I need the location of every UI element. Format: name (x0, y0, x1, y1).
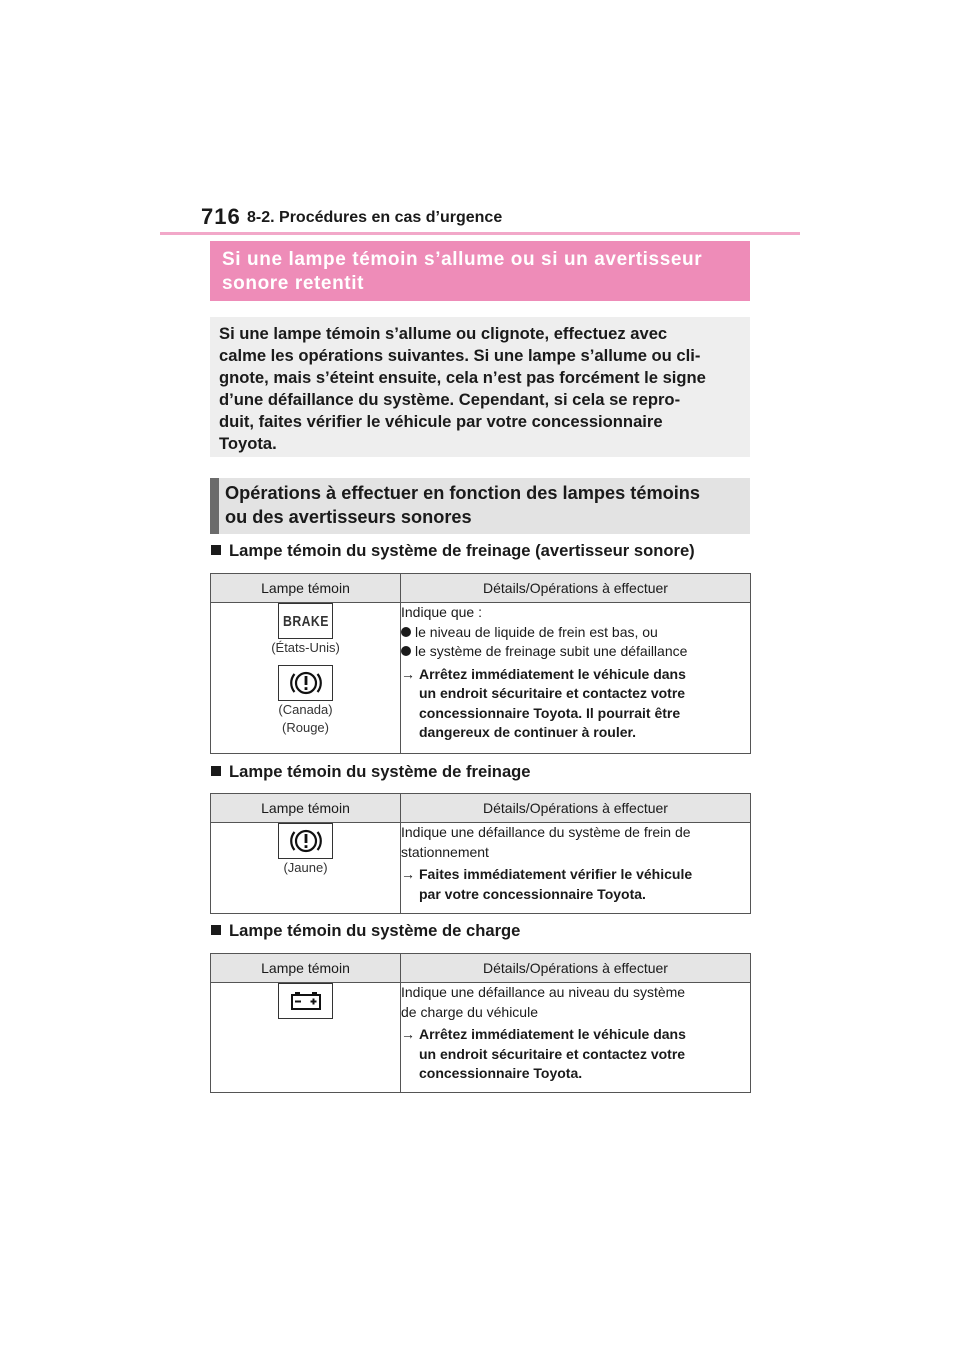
column-header-lamp: Lampe témoin (211, 574, 401, 603)
section-label: 8-2. Procédures en cas d’urgence (247, 209, 503, 226)
operations-header-line-1: Opérations à effectuer en fonction des lampes témoins (225, 483, 701, 503)
table-row (211, 983, 751, 1093)
details-cell (401, 823, 751, 914)
column-header-lamp: Lampe témoin (211, 794, 401, 823)
bullet-dot-icon (401, 646, 411, 656)
title-line-1: Si une lampe témoin s’allume ou si un avertisseur (222, 249, 703, 270)
page-number: 716 (201, 204, 241, 229)
lamp-cell (211, 823, 401, 914)
lamp-caption-color: (Rouge) (282, 720, 329, 735)
bullet-dot-icon (401, 627, 411, 637)
lamp-caption-us: (États-Unis) (271, 640, 340, 655)
section-heading-text: Lampe témoin du système de charge (229, 921, 521, 940)
section-heading-text: Lampe témoin du système de freinage (229, 762, 531, 781)
column-header-lamp: Lampe témoin (211, 954, 401, 983)
arrow-icon: → (401, 665, 415, 682)
brake-warning-icon (278, 603, 333, 639)
lamp-cell (211, 983, 401, 1093)
warning-table-brake (210, 793, 751, 914)
brake-icon-label: BRAKE (282, 612, 329, 630)
action-line: dangereux de continuer à rouler. (419, 724, 637, 740)
table-header-row (211, 574, 751, 603)
action-line: un endroit sécuritaire et contactez votre (419, 685, 686, 701)
title-line-2: sonore retentit (222, 273, 365, 294)
detail-bullet (401, 642, 750, 662)
action-line: un endroit sécuritaire et contactez votre (419, 1045, 686, 1062)
table-row (211, 603, 751, 754)
detail-line: Indique une défaillance du système de frein de (401, 824, 691, 840)
details-cell (401, 603, 751, 754)
title-banner (210, 241, 750, 301)
lamp-caption-canada: (Canada) (278, 702, 333, 717)
action-instruction (401, 865, 750, 904)
action-line: Faites immédiatement vérifier le véhicule (419, 866, 693, 882)
arrow-icon: → (401, 1026, 415, 1042)
intro-box (210, 317, 750, 457)
battery-charge-icon (278, 983, 333, 1019)
detail-bullet-text: le système de freinage subit une défaillance (415, 643, 688, 659)
detail-line: stationnement (401, 843, 489, 860)
intro-line: calme les opérations suivantes. Si une lampe s’allume ou cli- (219, 346, 701, 365)
table-row (211, 823, 751, 914)
intro-line: Si une lampe témoin s’allume ou clignote, effectuez avec (219, 324, 668, 343)
detail-line: Indique une défaillance au niveau du système (401, 984, 686, 1000)
lamp-caption-color: (Jaune) (283, 860, 328, 875)
intro-line: duit, faites vérifier le véhicule par votre concessionnaire (219, 412, 663, 431)
intro-line: gnote, mais s’éteint ensuite, cela n’est pas forcément le signe (219, 368, 706, 387)
action-line: par votre concessionnaire Toyota. (419, 885, 646, 902)
detail-bullet (401, 623, 750, 643)
column-header-details: Détails/Opérations à effectuer (401, 954, 751, 983)
arrow-icon: → (401, 866, 415, 882)
table-header-row (211, 954, 751, 983)
lamp-cell (211, 603, 401, 754)
intro-line: Toyota. (219, 434, 277, 453)
detail-bullet-text: le niveau de liquide de frein est bas, ou (415, 623, 658, 640)
action-line: concessionnaire Toyota. Il pourrait être (419, 704, 681, 721)
action-instruction (401, 665, 750, 743)
square-bullet-icon (211, 766, 221, 776)
detail-line: de charge du véhicule (401, 1003, 538, 1020)
section-heading-charge (211, 921, 520, 941)
detail-intro: Indique que : (401, 604, 482, 620)
details-cell (401, 983, 751, 1093)
warning-table-charge (210, 953, 751, 1093)
brake-circle-exclamation-icon (278, 823, 333, 859)
section-heading-brake (211, 762, 531, 782)
column-header-details: Détails/Opérations à effectuer (401, 574, 751, 603)
action-line: concessionnaire Toyota. (419, 1065, 583, 1081)
square-bullet-icon (211, 545, 221, 555)
action-instruction (401, 1025, 750, 1084)
brake-circle-exclamation-icon (278, 665, 333, 701)
section-heading-text: Lampe témoin du système de freinage (avertisseur sonore) (229, 541, 695, 560)
intro-line: d’une défaillance du système. Cependant, si cela se repro- (219, 390, 681, 409)
column-header-details: Détails/Opérations à effectuer (401, 794, 751, 823)
section-heading-brake-sonore (211, 541, 695, 561)
action-line: Arrêtez immédiatement le véhicule dans (419, 665, 686, 682)
operations-header (210, 478, 750, 534)
square-bullet-icon (211, 925, 221, 935)
action-line: Arrêtez immédiatement le véhicule dans (419, 1026, 686, 1042)
table-header-row (211, 794, 751, 823)
operations-header-line-2: ou des avertisseurs sonores (225, 507, 472, 527)
header-rule (160, 232, 800, 235)
warning-table-brake-sonore (210, 573, 751, 754)
